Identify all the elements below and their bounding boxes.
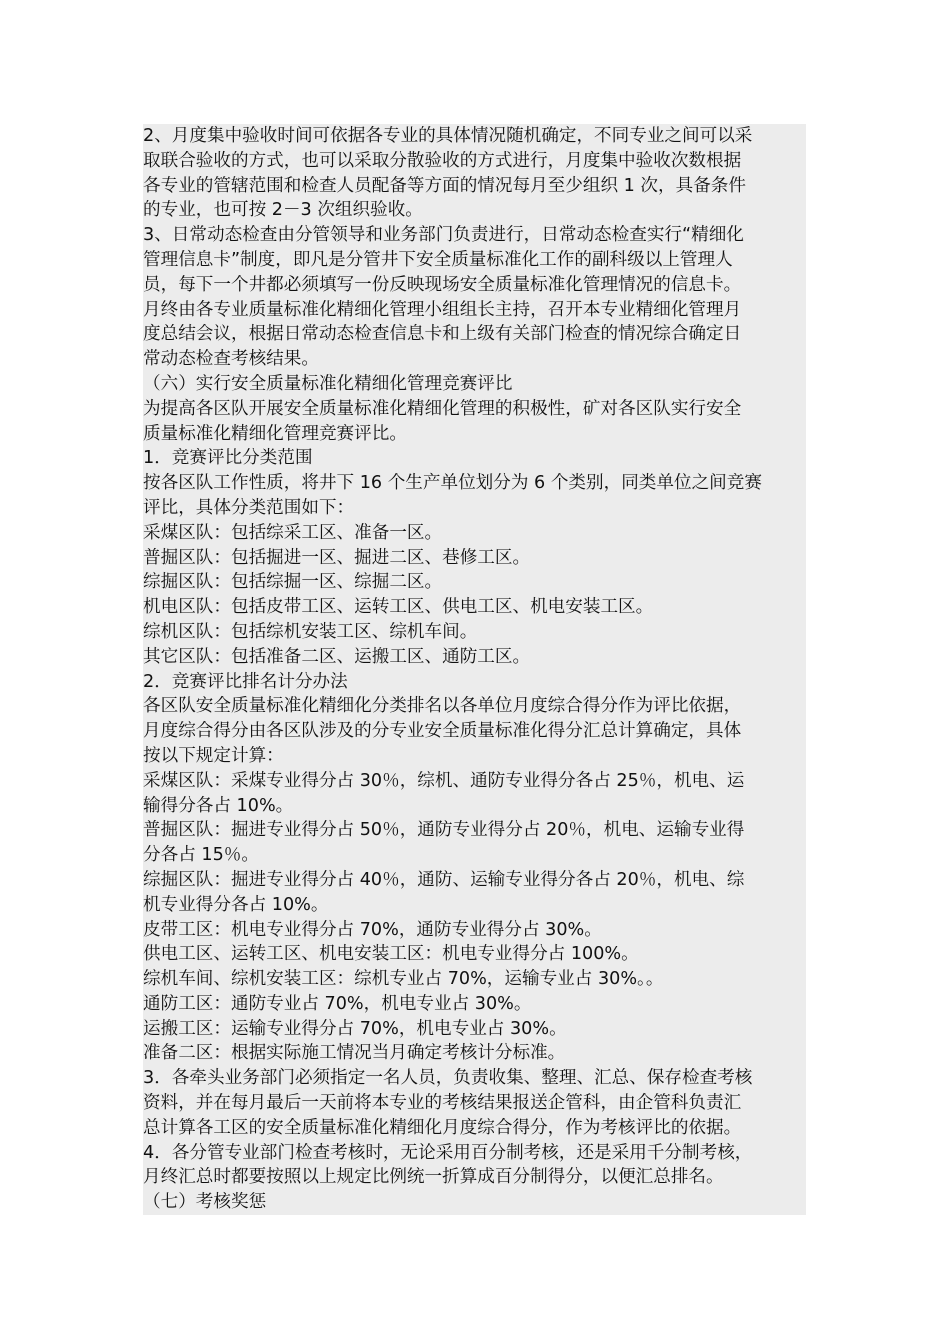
text-line: 综掘区队：掘进专业得分占 40％，通防、运输专业得分各占 20％，机电、综	[143, 869, 745, 890]
text-line: （六）实行安全质量标准化精细化管理竞赛评比	[143, 373, 513, 394]
text-line: 度总结会议，根据日常动态检查信息卡和上级有关部门检查的情况综合确定日	[143, 324, 742, 345]
paragraph-category-fully-mech-machinery	[143, 620, 806, 645]
paragraph-section-6-heading	[143, 372, 806, 397]
text-line: 质量标准化精细化管理竞赛评比。	[143, 423, 407, 444]
paragraph-category-general-tunneling	[143, 546, 806, 571]
paragraph-category-coal-mining	[143, 521, 806, 546]
paragraph-item-2-intro	[143, 694, 806, 768]
paragraph-score-belt	[143, 918, 806, 943]
paragraph-score-coal-mining	[143, 769, 806, 819]
text-line: 员，每下一个井都必须填写一份反映现场安全质量标准化管理情况的信息卡。	[143, 274, 742, 295]
text-line: 采煤区队：采煤专业得分占 30％，综机、通防专业得分各占 25％，机电、运	[143, 770, 745, 791]
text-line: 的专业，也可按 2－3 次组织验收。	[143, 200, 423, 221]
text-line: 机电区队：包括皮带工区、运转工区、供电工区、机电安装工区。	[143, 597, 654, 618]
text-line: 为提高各区队开展安全质量标准化精细化管理的积极性，矿对各区队实行安全	[143, 398, 742, 419]
paragraph-category-electromechanical	[143, 595, 806, 620]
paragraph-score-fully-mech-workshop	[143, 967, 806, 992]
text-line: 综机区队：包括综机安装工区、综机车间。	[143, 621, 478, 642]
text-line: 月终汇总时都要按照以上规定比例统一折算成百分制得分，以便汇总排名。	[143, 1167, 724, 1188]
text-line: 各区队安全质量标准化精细化分类排名以各单位月度综合得分作为评比依据，	[143, 696, 742, 717]
text-line: 各专业的管辖范围和检查人员配备等方面的情况每月至少组织 1 次，具备条件	[143, 175, 746, 196]
paragraph-p3-daily-check	[143, 223, 806, 372]
paragraph-section-7-heading	[143, 1190, 806, 1215]
text-line: 分各占 15％。	[143, 845, 259, 866]
text-line: 皮带工区：机电专业得分占 70%，通防专业得分占 30%。	[143, 919, 602, 940]
text-line: 取联合验收的方式，也可以采取分散验收的方式进行，月度集中验收次数根据	[143, 150, 742, 171]
text-line: 3．各牵头业务部门必须指定一名人员，负责收集、整理、汇总、保存检查考核	[143, 1068, 753, 1089]
text-line: 评比，具体分类范围如下：	[143, 497, 355, 518]
text-line: 采煤区队：包括综采工区、准备一区。	[143, 522, 443, 543]
text-line: 通防工区：通防专业占 70%，机电专业占 30%。	[143, 993, 532, 1014]
paragraph-category-other	[143, 645, 806, 670]
text-line: 准备二区：根据实际施工情况当月确定考核计分标准。	[143, 1043, 566, 1064]
text-line: 2．竞赛评比排名计分办法	[143, 671, 348, 692]
paragraph-score-general-tunneling	[143, 818, 806, 868]
text-line: 运搬工区：运输专业得分占 70%，机电专业占 30%。	[143, 1018, 567, 1039]
text-line: （七）考核奖惩	[143, 1192, 267, 1213]
text-line: 2、月度集中验收时间可依据各专业的具体情况随机确定，不同专业之间可以采	[143, 126, 753, 146]
paragraph-item-3	[143, 1066, 806, 1140]
paragraph-item-1-heading	[143, 446, 806, 471]
paragraph-score-power-supply	[143, 942, 806, 967]
paragraph-score-fully-mech-tunneling	[143, 868, 806, 918]
paragraph-score-preparation-2	[143, 1041, 806, 1066]
text-line: 4．各分管专业部门检查考核时，无论采用百分制考核，还是采用千分制考核，	[143, 1142, 753, 1163]
text-line: 常动态检查考核结果。	[143, 349, 319, 370]
text-line: 3、日常动态检查由分管领导和业务部门负责进行，日常动态检查实行“精细化	[143, 225, 744, 246]
text-line: 综掘区队：包括综掘一区、综掘二区。	[143, 572, 443, 593]
text-line: 按各区队工作性质，将井下 16 个生产单位划分为 6 个类别，同类单位之间竞赛	[143, 473, 762, 494]
paragraph-item-2-heading	[143, 670, 806, 695]
paragraph-score-transport	[143, 1017, 806, 1042]
paragraph-category-fully-mech-tunneling	[143, 570, 806, 595]
paragraph-section-6-intro	[143, 397, 806, 447]
text-line: 其它区队：包括准备二区、运搬工区、通防工区。	[143, 646, 531, 667]
text-line: 供电工区、运转工区、机电安装工区：机电专业得分占 100%。	[143, 944, 639, 965]
document-text-block	[143, 124, 806, 1215]
text-line: 综机车间、综机安装工区：综机专业占 70%，运输专业占 30%。。	[143, 969, 664, 990]
text-line: 月度综合得分由各区队涉及的分专业安全质量标准化得分汇总计算确定，具体	[143, 721, 742, 742]
paragraph-score-ventilation	[143, 992, 806, 1017]
text-line: 按以下规定计算：	[143, 745, 284, 766]
text-line: 管理信息卡”制度，即凡是分管井下安全质量标准化工作的副科级以上管理人	[143, 249, 733, 270]
text-line: 1．竞赛评比分类范围	[143, 448, 313, 469]
text-line: 总计算各工区的安全质量标准化精细化月度综合得分，作为考核评比的依据。	[143, 1117, 742, 1138]
paragraph-item-1-intro	[143, 471, 806, 521]
paragraph-p2-acceptance-time	[143, 124, 806, 223]
text-line: 资料，并在每月最后一天前将本专业的考核结果报送企管科，由企管科负责汇	[143, 1093, 742, 1114]
text-line: 输得分各占 10%。	[143, 795, 294, 816]
paragraph-item-4	[143, 1141, 806, 1191]
text-line: 机专业得分各占 10%。	[143, 894, 329, 915]
text-line: 普掘区队：包括掘进一区、掘进二区、巷修工区。	[143, 547, 531, 568]
text-line: 普掘区队：掘进专业得分占 50％，通防专业得分占 20％，机电、运输专业得	[143, 820, 745, 841]
text-line: 月终由各专业质量标准化精细化管理小组组长主持，召开本专业精细化管理月	[143, 299, 742, 320]
